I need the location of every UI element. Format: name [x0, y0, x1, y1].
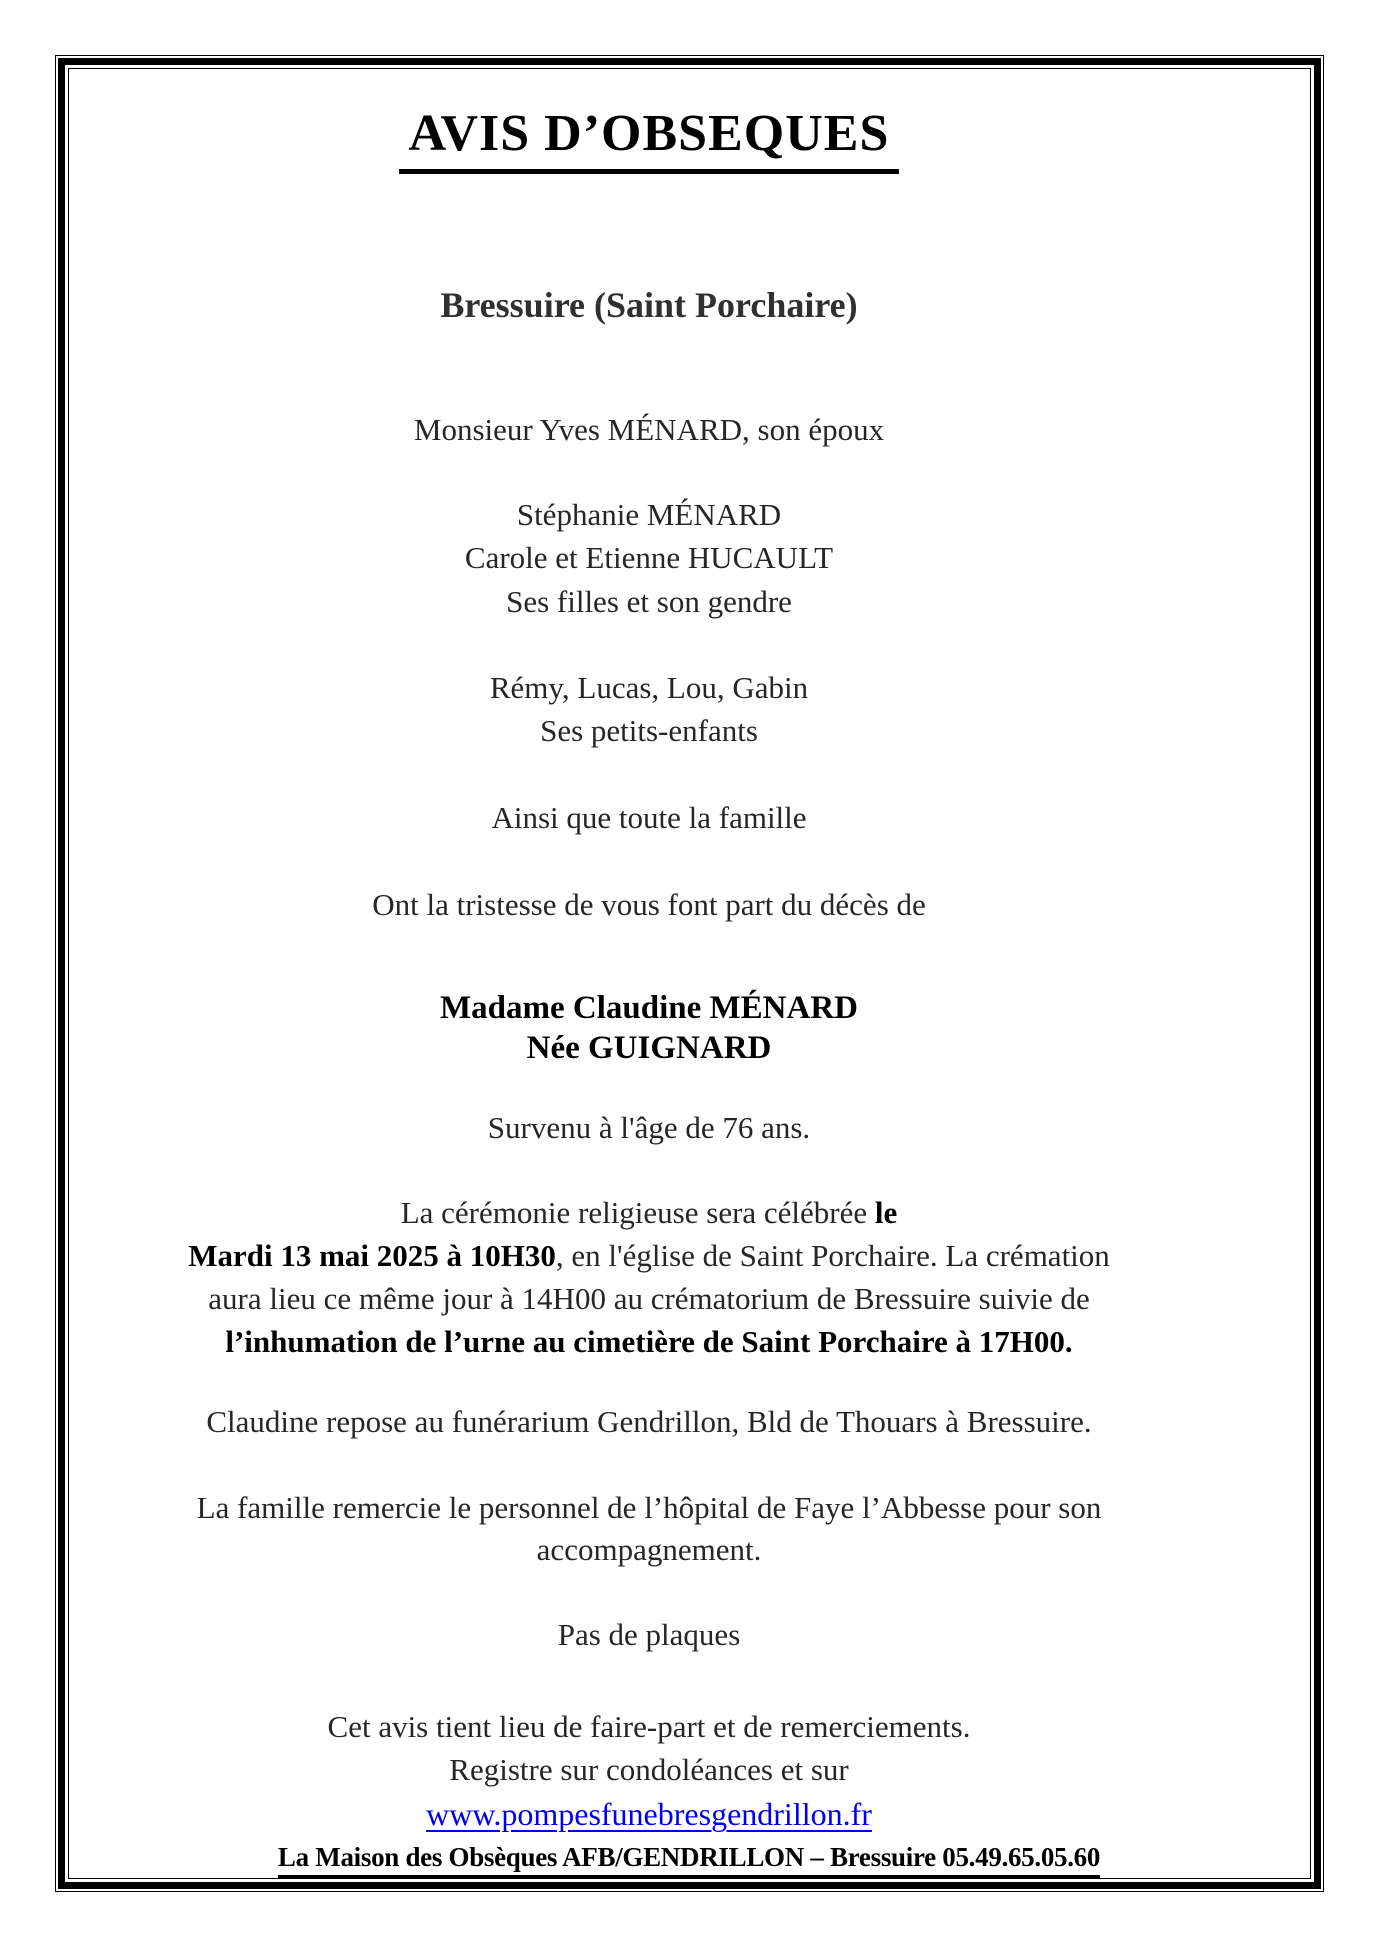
page-border-frame	[55, 55, 1324, 1892]
daughters-caption: Ses filles et son gendre	[506, 584, 792, 619]
ceremony-line-1-bold: le	[874, 1195, 898, 1230]
grandchildren-names: Rémy, Lucas, Lou, Gabin	[489, 670, 809, 705]
daughter-line-2: Carole et Etienne HUCAULT	[464, 540, 834, 575]
page-border-thick-band	[58, 58, 1321, 1889]
ceremony-line-2-bold: Mardi 13 mai 2025 à 10H30	[188, 1238, 556, 1273]
daughter-line-1: Stéphanie MÉNARD	[516, 497, 782, 532]
website-line	[69, 1792, 1229, 1836]
maiden-name: Née GUIGNARD	[526, 1030, 772, 1066]
spouse-line: Monsieur Yves MÉNARD, son époux	[413, 412, 885, 447]
family-rest-line: Ainsi que toute la famille	[491, 800, 807, 835]
ceremony-line-4: l’inhumation de l’urne au cimetière de Saint Porchaire à 17H00.	[225, 1324, 1073, 1359]
notice-title-text: AVIS D’OBSEQUES	[399, 105, 900, 174]
thanks-line-2: accompagnement.	[536, 1532, 762, 1567]
repose-line: Claudine repose au funérarium Gendrillon, Bld de Thouars à Bressuire.	[206, 1404, 1092, 1439]
ceremony-line-1	[69, 1191, 1229, 1235]
announcement-line: Ont la tristesse de vous font part du décès de	[372, 887, 926, 922]
ceremony-line-2	[69, 1234, 1229, 1278]
footer-text: La Maison des Obsèques AFB/GENDRILLON – Bressuire 05.49.65.05.60	[278, 1841, 1100, 1878]
age-line: Survenu à l'âge de 76 ans.	[487, 1110, 811, 1145]
location-heading: Bressuire (Saint Porchaire)	[440, 285, 858, 325]
ceremony-line-1-regular: La cérémonie religieuse sera célébrée	[400, 1195, 875, 1230]
deceased-name: Madame Claudine MÉNARD	[440, 990, 858, 1026]
closing-line-1: Cet avis tient lieu de faire-part et de remerciements.	[327, 1709, 971, 1744]
notice-content-area	[68, 68, 1311, 1879]
grandchildren-caption: Ses petits-enfants	[540, 713, 758, 748]
footer-line	[69, 1835, 1309, 1879]
thanks-line-1: La famille remercie le personnel de l’hôpital de Faye l’Abbesse pour son	[196, 1490, 1102, 1525]
website-link[interactable]: www.pompesfunebresgendrillon.fr	[426, 1796, 872, 1832]
closing-line-2: Registre sur condoléances et sur	[449, 1752, 849, 1787]
notice-title	[69, 97, 1229, 189]
ceremony-line-3: aura lieu ce même jour à 14H00 au crématorium de Bressuire suivie de	[208, 1281, 1090, 1316]
no-plaques-line: Pas de plaques	[557, 1617, 741, 1652]
ceremony-line-2-regular: , en l'église de Saint Porchaire. La crémation	[555, 1238, 1110, 1273]
